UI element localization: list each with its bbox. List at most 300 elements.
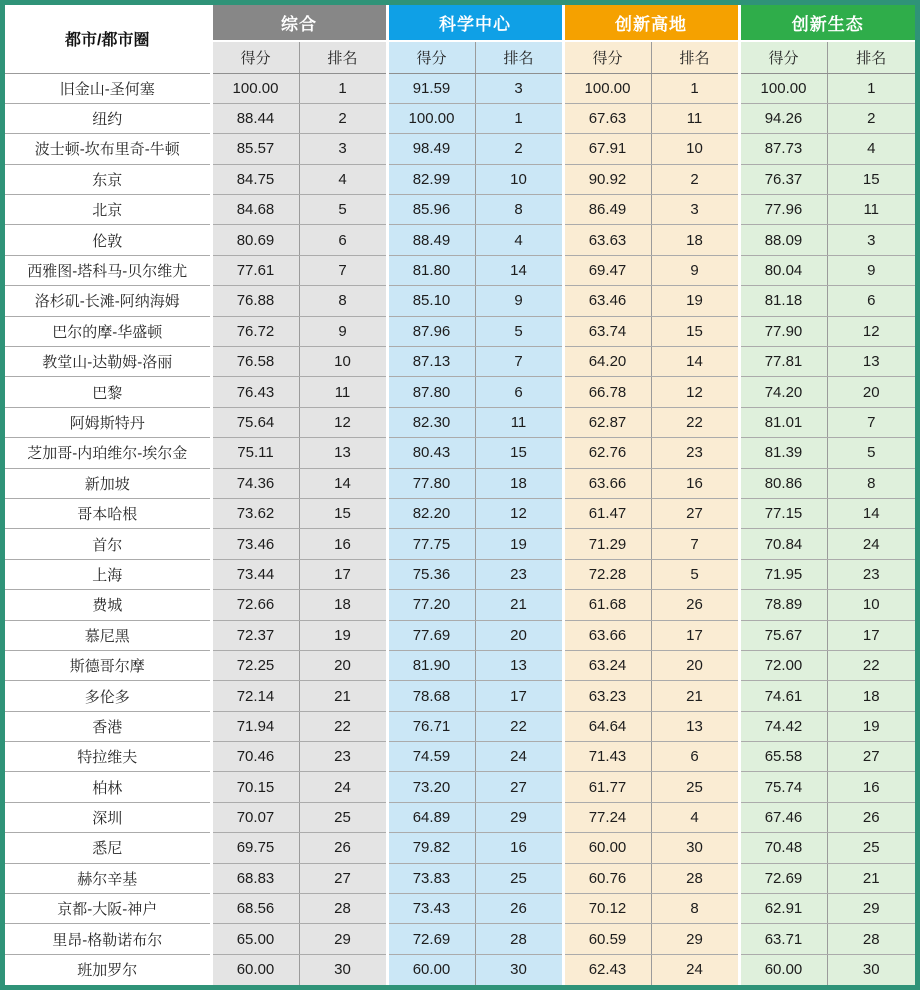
- overall-score-cell: 75.64: [211, 407, 299, 437]
- science-score-cell: 73.83: [387, 863, 475, 893]
- ecosystem-rank-cell: 14: [827, 498, 915, 528]
- ecosystem-rank-cell: 10: [827, 590, 915, 620]
- table-row: [5, 833, 915, 863]
- science-rank-cell: 30: [475, 954, 563, 985]
- city-cell: 西雅图-塔科马-贝尔维尤: [5, 255, 211, 285]
- ecosystem-rank-cell: 16: [827, 772, 915, 802]
- city-cell: 悉尼: [5, 833, 211, 863]
- overall-score-cell: 71.94: [211, 711, 299, 741]
- overall-rank-cell: 1: [299, 73, 387, 103]
- table-row: [5, 924, 915, 954]
- city-cell: 香港: [5, 711, 211, 741]
- city-cell: 首尔: [5, 529, 211, 559]
- science-rank-cell: 14: [475, 255, 563, 285]
- highland-score-cell: 60.00: [563, 833, 651, 863]
- highland-rank-cell: 11: [651, 103, 739, 133]
- rank-subheader-ecosystem: 排名: [827, 41, 915, 73]
- ecosystem-score-cell: 70.48: [739, 833, 827, 863]
- table-row: [5, 650, 915, 680]
- highland-rank-cell: 3: [651, 195, 739, 225]
- science-rank-cell: 13: [475, 650, 563, 680]
- science-score-cell: 79.82: [387, 833, 475, 863]
- ecosystem-rank-cell: 24: [827, 529, 915, 559]
- ecosystem-rank-cell: 21: [827, 863, 915, 893]
- city-cell: 京都-大阪-神户: [5, 894, 211, 924]
- science-score-cell: 85.10: [387, 286, 475, 316]
- highland-rank-cell: 21: [651, 681, 739, 711]
- highland-rank-cell: 26: [651, 590, 739, 620]
- ecosystem-rank-cell: 3: [827, 225, 915, 255]
- ecosystem-score-cell: 81.01: [739, 407, 827, 437]
- table-header: [5, 5, 915, 73]
- highland-rank-cell: 18: [651, 225, 739, 255]
- table-row: [5, 195, 915, 225]
- highland-score-cell: 63.23: [563, 681, 651, 711]
- science-score-cell: 77.69: [387, 620, 475, 650]
- city-cell: 巴黎: [5, 377, 211, 407]
- ecosystem-score-cell: 77.90: [739, 316, 827, 346]
- table-row: [5, 286, 915, 316]
- overall-score-cell: 69.75: [211, 833, 299, 863]
- science-rank-cell: 28: [475, 924, 563, 954]
- city-cell: 费城: [5, 590, 211, 620]
- city-cell: 上海: [5, 559, 211, 589]
- ecosystem-score-cell: 80.04: [739, 255, 827, 285]
- overall-score-cell: 74.36: [211, 468, 299, 498]
- science-score-cell: 82.20: [387, 498, 475, 528]
- overall-rank-cell: 22: [299, 711, 387, 741]
- science-rank-cell: 4: [475, 225, 563, 255]
- group-header-row: [5, 5, 915, 41]
- ecosystem-rank-cell: 13: [827, 347, 915, 377]
- overall-rank-cell: 14: [299, 468, 387, 498]
- city-cell: 多伦多: [5, 681, 211, 711]
- ecosystem-rank-cell: 6: [827, 286, 915, 316]
- ecosystem-score-cell: 75.74: [739, 772, 827, 802]
- overall-score-cell: 72.14: [211, 681, 299, 711]
- science-rank-cell: 8: [475, 195, 563, 225]
- highland-rank-cell: 13: [651, 711, 739, 741]
- highland-rank-cell: 27: [651, 498, 739, 528]
- ecosystem-score-cell: 76.37: [739, 164, 827, 194]
- highland-rank-cell: 17: [651, 620, 739, 650]
- ecosystem-rank-cell: 28: [827, 924, 915, 954]
- science-rank-cell: 3: [475, 73, 563, 103]
- overall-score-cell: 85.57: [211, 134, 299, 164]
- overall-rank-cell: 5: [299, 195, 387, 225]
- city-cell: 纽约: [5, 103, 211, 133]
- ecosystem-score-cell: 63.71: [739, 924, 827, 954]
- table-row: [5, 468, 915, 498]
- ecosystem-rank-cell: 29: [827, 894, 915, 924]
- overall-rank-cell: 11: [299, 377, 387, 407]
- table-row: [5, 590, 915, 620]
- table-row: [5, 529, 915, 559]
- overall-score-cell: 76.43: [211, 377, 299, 407]
- table-row: [5, 863, 915, 893]
- ecosystem-rank-cell: 17: [827, 620, 915, 650]
- science-rank-cell: 23: [475, 559, 563, 589]
- overall-rank-cell: 8: [299, 286, 387, 316]
- city-cell: 北京: [5, 195, 211, 225]
- science-rank-cell: 27: [475, 772, 563, 802]
- ecosystem-rank-cell: 23: [827, 559, 915, 589]
- city-cell: 里昂-格勒诺布尔: [5, 924, 211, 954]
- science-rank-cell: 21: [475, 590, 563, 620]
- group-header-innovation-ecosystem: 创新生态: [739, 5, 915, 41]
- science-score-cell: 82.99: [387, 164, 475, 194]
- overall-rank-cell: 13: [299, 438, 387, 468]
- table-row: [5, 255, 915, 285]
- ecosystem-rank-cell: 22: [827, 650, 915, 680]
- city-cell: 哥本哈根: [5, 498, 211, 528]
- city-cell: 教堂山-达勒姆-洛丽: [5, 347, 211, 377]
- highland-rank-cell: 8: [651, 894, 739, 924]
- science-score-cell: 81.90: [387, 650, 475, 680]
- highland-score-cell: 60.76: [563, 863, 651, 893]
- table-row: [5, 681, 915, 711]
- table-row: [5, 559, 915, 589]
- science-rank-cell: 12: [475, 498, 563, 528]
- highland-score-cell: 64.64: [563, 711, 651, 741]
- city-cell: 芝加哥-内珀维尔-埃尔金: [5, 438, 211, 468]
- overall-score-cell: 70.15: [211, 772, 299, 802]
- city-cell: 柏林: [5, 772, 211, 802]
- overall-score-cell: 70.07: [211, 802, 299, 832]
- highland-score-cell: 72.28: [563, 559, 651, 589]
- highland-score-cell: 62.87: [563, 407, 651, 437]
- overall-rank-cell: 30: [299, 954, 387, 985]
- group-header-innovation-highland: 创新高地: [563, 5, 739, 41]
- science-score-cell: 74.59: [387, 742, 475, 772]
- overall-rank-cell: 2: [299, 103, 387, 133]
- science-score-cell: 87.80: [387, 377, 475, 407]
- science-score-cell: 73.20: [387, 772, 475, 802]
- score-subheader-ecosystem: 得分: [739, 41, 827, 73]
- highland-score-cell: 62.43: [563, 954, 651, 985]
- highland-rank-cell: 5: [651, 559, 739, 589]
- city-cell: 旧金山-圣何塞: [5, 73, 211, 103]
- ecosystem-rank-cell: 15: [827, 164, 915, 194]
- score-subheader-highland: 得分: [563, 41, 651, 73]
- city-cell: 洛杉矶-长滩-阿纳海姆: [5, 286, 211, 316]
- highland-rank-cell: 2: [651, 164, 739, 194]
- science-rank-cell: 26: [475, 894, 563, 924]
- city-cell: 阿姆斯特丹: [5, 407, 211, 437]
- overall-rank-cell: 26: [299, 833, 387, 863]
- overall-rank-cell: 19: [299, 620, 387, 650]
- science-rank-cell: 19: [475, 529, 563, 559]
- highland-score-cell: 100.00: [563, 73, 651, 103]
- highland-score-cell: 63.66: [563, 620, 651, 650]
- overall-score-cell: 72.25: [211, 650, 299, 680]
- science-rank-cell: 5: [475, 316, 563, 346]
- ecosystem-score-cell: 67.46: [739, 802, 827, 832]
- ecosystem-score-cell: 81.39: [739, 438, 827, 468]
- table-row: [5, 498, 915, 528]
- science-score-cell: 100.00: [387, 103, 475, 133]
- city-cell: 特拉维夫: [5, 742, 211, 772]
- ecosystem-score-cell: 100.00: [739, 73, 827, 103]
- table-row: [5, 894, 915, 924]
- highland-rank-cell: 6: [651, 742, 739, 772]
- score-subheader-overall: 得分: [211, 41, 299, 73]
- highland-rank-cell: 29: [651, 924, 739, 954]
- highland-rank-cell: 24: [651, 954, 739, 985]
- table-row: [5, 103, 915, 133]
- ecosystem-score-cell: 80.86: [739, 468, 827, 498]
- table-row: [5, 73, 915, 103]
- highland-score-cell: 67.63: [563, 103, 651, 133]
- city-cell: 慕尼黑: [5, 620, 211, 650]
- group-header-overall: 综合: [211, 5, 387, 41]
- highland-rank-cell: 16: [651, 468, 739, 498]
- highland-rank-cell: 7: [651, 529, 739, 559]
- science-rank-cell: 22: [475, 711, 563, 741]
- overall-score-cell: 73.62: [211, 498, 299, 528]
- highland-score-cell: 61.68: [563, 590, 651, 620]
- ecosystem-score-cell: 74.20: [739, 377, 827, 407]
- science-rank-cell: 18: [475, 468, 563, 498]
- ecosystem-score-cell: 78.89: [739, 590, 827, 620]
- table-row: [5, 164, 915, 194]
- overall-score-cell: 76.58: [211, 347, 299, 377]
- overall-score-cell: 72.66: [211, 590, 299, 620]
- ecosystem-rank-cell: 26: [827, 802, 915, 832]
- highland-score-cell: 63.66: [563, 468, 651, 498]
- science-rank-cell: 20: [475, 620, 563, 650]
- rank-subheader-highland: 排名: [651, 41, 739, 73]
- ecosystem-rank-cell: 5: [827, 438, 915, 468]
- ecosystem-rank-cell: 9: [827, 255, 915, 285]
- overall-rank-cell: 25: [299, 802, 387, 832]
- table-row: [5, 802, 915, 832]
- ecosystem-score-cell: 81.18: [739, 286, 827, 316]
- overall-score-cell: 80.69: [211, 225, 299, 255]
- city-cell: 东京: [5, 164, 211, 194]
- ecosystem-score-cell: 87.73: [739, 134, 827, 164]
- science-rank-cell: 6: [475, 377, 563, 407]
- overall-rank-cell: 21: [299, 681, 387, 711]
- highland-score-cell: 64.20: [563, 347, 651, 377]
- overall-score-cell: 73.46: [211, 529, 299, 559]
- ecosystem-score-cell: 72.00: [739, 650, 827, 680]
- ecosystem-score-cell: 77.96: [739, 195, 827, 225]
- highland-score-cell: 60.59: [563, 924, 651, 954]
- overall-rank-cell: 23: [299, 742, 387, 772]
- highland-score-cell: 77.24: [563, 802, 651, 832]
- highland-score-cell: 66.78: [563, 377, 651, 407]
- overall-score-cell: 76.72: [211, 316, 299, 346]
- table-row: [5, 407, 915, 437]
- science-rank-cell: 11: [475, 407, 563, 437]
- highland-rank-cell: 23: [651, 438, 739, 468]
- science-score-cell: 85.96: [387, 195, 475, 225]
- city-innovation-ranking-table: [5, 5, 915, 985]
- overall-score-cell: 72.37: [211, 620, 299, 650]
- table-row: [5, 954, 915, 985]
- science-rank-cell: 29: [475, 802, 563, 832]
- science-score-cell: 77.80: [387, 468, 475, 498]
- highland-rank-cell: 30: [651, 833, 739, 863]
- table-row: [5, 347, 915, 377]
- science-score-cell: 80.43: [387, 438, 475, 468]
- science-score-cell: 77.75: [387, 529, 475, 559]
- overall-rank-cell: 18: [299, 590, 387, 620]
- science-rank-cell: 24: [475, 742, 563, 772]
- ecosystem-score-cell: 71.95: [739, 559, 827, 589]
- science-score-cell: 98.49: [387, 134, 475, 164]
- overall-rank-cell: 27: [299, 863, 387, 893]
- overall-rank-cell: 9: [299, 316, 387, 346]
- highland-rank-cell: 28: [651, 863, 739, 893]
- overall-score-cell: 76.88: [211, 286, 299, 316]
- city-cell: 班加罗尔: [5, 954, 211, 985]
- ecosystem-score-cell: 72.69: [739, 863, 827, 893]
- science-score-cell: 82.30: [387, 407, 475, 437]
- overall-rank-cell: 12: [299, 407, 387, 437]
- highland-rank-cell: 14: [651, 347, 739, 377]
- highland-rank-cell: 4: [651, 802, 739, 832]
- overall-score-cell: 84.68: [211, 195, 299, 225]
- city-cell: 巴尔的摩-华盛顿: [5, 316, 211, 346]
- highland-rank-cell: 1: [651, 73, 739, 103]
- science-score-cell: 76.71: [387, 711, 475, 741]
- ecosystem-rank-cell: 12: [827, 316, 915, 346]
- science-score-cell: 87.96: [387, 316, 475, 346]
- table-row: [5, 438, 915, 468]
- highland-score-cell: 71.43: [563, 742, 651, 772]
- overall-score-cell: 88.44: [211, 103, 299, 133]
- table-row: [5, 742, 915, 772]
- highland-score-cell: 70.12: [563, 894, 651, 924]
- highland-score-cell: 67.91: [563, 134, 651, 164]
- overall-rank-cell: 20: [299, 650, 387, 680]
- overall-score-cell: 65.00: [211, 924, 299, 954]
- ecosystem-score-cell: 62.91: [739, 894, 827, 924]
- ecosystem-score-cell: 75.67: [739, 620, 827, 650]
- ecosystem-rank-cell: 19: [827, 711, 915, 741]
- highland-rank-cell: 15: [651, 316, 739, 346]
- city-cell: 深圳: [5, 802, 211, 832]
- ecosystem-rank-cell: 7: [827, 407, 915, 437]
- overall-rank-cell: 17: [299, 559, 387, 589]
- science-score-cell: 88.49: [387, 225, 475, 255]
- ecosystem-rank-cell: 2: [827, 103, 915, 133]
- highland-rank-cell: 19: [651, 286, 739, 316]
- overall-score-cell: 77.61: [211, 255, 299, 285]
- science-rank-cell: 17: [475, 681, 563, 711]
- table-row: [5, 711, 915, 741]
- science-score-cell: 87.13: [387, 347, 475, 377]
- overall-rank-cell: 24: [299, 772, 387, 802]
- rank-subheader-science: 排名: [475, 41, 563, 73]
- ecosystem-rank-cell: 25: [827, 833, 915, 863]
- ecosystem-score-cell: 88.09: [739, 225, 827, 255]
- ecosystem-score-cell: 77.15: [739, 498, 827, 528]
- table-body: [5, 73, 915, 985]
- table-row: [5, 225, 915, 255]
- overall-score-cell: 70.46: [211, 742, 299, 772]
- highland-score-cell: 63.46: [563, 286, 651, 316]
- science-score-cell: 78.68: [387, 681, 475, 711]
- highland-rank-cell: 10: [651, 134, 739, 164]
- highland-rank-cell: 20: [651, 650, 739, 680]
- table-row: [5, 134, 915, 164]
- overall-rank-cell: 3: [299, 134, 387, 164]
- science-score-cell: 81.80: [387, 255, 475, 285]
- highland-score-cell: 90.92: [563, 164, 651, 194]
- highland-score-cell: 61.47: [563, 498, 651, 528]
- ecosystem-rank-cell: 27: [827, 742, 915, 772]
- overall-score-cell: 60.00: [211, 954, 299, 985]
- overall-score-cell: 84.75: [211, 164, 299, 194]
- score-subheader-science: 得分: [387, 41, 475, 73]
- city-cell: 新加坡: [5, 468, 211, 498]
- city-cell: 斯德哥尔摩: [5, 650, 211, 680]
- ecosystem-score-cell: 77.81: [739, 347, 827, 377]
- city-cell: 波士顿-坎布里奇-牛顿: [5, 134, 211, 164]
- overall-rank-cell: 16: [299, 529, 387, 559]
- overall-score-cell: 75.11: [211, 438, 299, 468]
- highland-rank-cell: 25: [651, 772, 739, 802]
- city-column-header: 都市/都市圈: [5, 5, 211, 73]
- overall-score-cell: 68.83: [211, 863, 299, 893]
- overall-rank-cell: 29: [299, 924, 387, 954]
- science-score-cell: 75.36: [387, 559, 475, 589]
- ecosystem-score-cell: 70.84: [739, 529, 827, 559]
- science-score-cell: 72.69: [387, 924, 475, 954]
- highland-rank-cell: 12: [651, 377, 739, 407]
- overall-score-cell: 68.56: [211, 894, 299, 924]
- city-cell: 赫尔辛基: [5, 863, 211, 893]
- group-header-science-center: 科学中心: [387, 5, 563, 41]
- overall-score-cell: 100.00: [211, 73, 299, 103]
- overall-rank-cell: 7: [299, 255, 387, 285]
- science-rank-cell: 25: [475, 863, 563, 893]
- science-rank-cell: 10: [475, 164, 563, 194]
- overall-score-cell: 73.44: [211, 559, 299, 589]
- table-row: [5, 620, 915, 650]
- ecosystem-rank-cell: 18: [827, 681, 915, 711]
- highland-score-cell: 61.77: [563, 772, 651, 802]
- science-rank-cell: 2: [475, 134, 563, 164]
- ecosystem-rank-cell: 1: [827, 73, 915, 103]
- science-score-cell: 73.43: [387, 894, 475, 924]
- table-row: [5, 377, 915, 407]
- overall-rank-cell: 6: [299, 225, 387, 255]
- ecosystem-score-cell: 65.58: [739, 742, 827, 772]
- overall-rank-cell: 4: [299, 164, 387, 194]
- highland-score-cell: 86.49: [563, 195, 651, 225]
- highland-rank-cell: 9: [651, 255, 739, 285]
- table-row: [5, 316, 915, 346]
- rank-subheader-overall: 排名: [299, 41, 387, 73]
- ecosystem-score-cell: 74.61: [739, 681, 827, 711]
- highland-rank-cell: 22: [651, 407, 739, 437]
- science-rank-cell: 15: [475, 438, 563, 468]
- overall-rank-cell: 10: [299, 347, 387, 377]
- ecosystem-rank-cell: 11: [827, 195, 915, 225]
- science-rank-cell: 1: [475, 103, 563, 133]
- science-rank-cell: 9: [475, 286, 563, 316]
- science-rank-cell: 16: [475, 833, 563, 863]
- ecosystem-rank-cell: 8: [827, 468, 915, 498]
- highland-score-cell: 63.24: [563, 650, 651, 680]
- highland-score-cell: 62.76: [563, 438, 651, 468]
- overall-rank-cell: 28: [299, 894, 387, 924]
- science-score-cell: 77.20: [387, 590, 475, 620]
